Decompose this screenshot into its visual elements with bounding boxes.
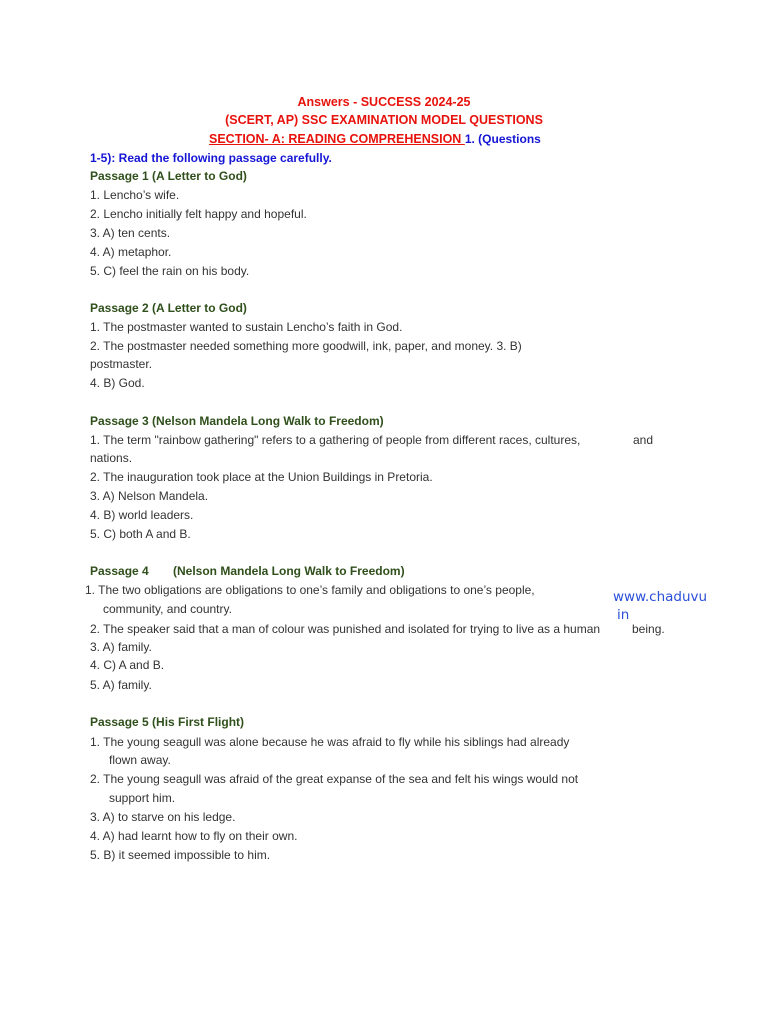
list-item: 2. The young seagull was afraid of the great expanse of the sea and felt his wings would not [90, 772, 579, 786]
list-item: 4. B) world leaders. [90, 508, 194, 522]
list-item: 2. Lencho initially felt happy and hopeful. [90, 207, 307, 221]
list-item: 1. The young seagull was alone because he was afraid to fly while his siblings had already [90, 735, 570, 749]
section-heading-line [209, 131, 541, 147]
list-item: 5. C) feel the rain on his body. [90, 264, 250, 278]
list-item: postmaster. [90, 357, 153, 371]
list-item-continuation: support him. [109, 791, 176, 805]
list-item: 4. C) A and B. [90, 658, 165, 672]
list-item: 2. The postmaster needed something more goodwill, ink, paper, and money. 3. B) [90, 339, 522, 353]
passage2-title: Passage 2 (A Letter to God) [90, 301, 247, 315]
list-item: 1. The term "rainbow gathering" refers to a gathering of people from different races, cultures, [90, 433, 581, 447]
list-item: 2. The inauguration took place at the Union Buildings in Pretoria. [90, 470, 433, 484]
list-item: 5. C) both A and B. [90, 527, 191, 541]
list-item-continuation: flown away. [109, 753, 171, 767]
passage1-title: Passage 1 (A Letter to God) [90, 169, 247, 183]
list-item: 1. The postmaster wanted to sustain Lencho’s faith in God. [90, 320, 403, 334]
watermark-link-suffix[interactable]: in [617, 607, 630, 619]
passage3-title: Passage 3 (Nelson Mandela Long Walk to Freedom) [90, 414, 384, 428]
list-item-continuation: nations. [90, 451, 133, 465]
list-item: 2. The speaker said that a man of colour was punished and isolated for trying to live as a human [90, 622, 601, 636]
instruction: 1-5): Read the following passage carefully. [90, 151, 332, 165]
list-item: 3. A) to starve on his ledge. [90, 810, 236, 824]
list-item: 3. A) Nelson Mandela. [90, 489, 209, 503]
list-item-continuation: and [633, 433, 654, 447]
passage4-subtitle: (Nelson Mandela Long Walk to Freedom) [173, 564, 405, 578]
section-heading: SECTION- A: READING COMPREHENSION [209, 132, 465, 146]
list-item-continuation: community, and country. [103, 602, 232, 616]
list-item: 4. A) metaphor. [90, 245, 172, 259]
list-item: 1. Lencho’s wife. [90, 188, 180, 202]
list-item: 3. A) ten cents. [90, 226, 171, 240]
list-item: 5. B) it seemed impossible to him. [90, 848, 271, 862]
list-item: 3. A) family. [90, 640, 152, 654]
watermark-link[interactable]: www.chaduvu [613, 589, 708, 605]
list-item: 4. A) had learnt how to fly on their own. [90, 829, 298, 843]
list-item-continuation: being. [632, 622, 665, 636]
exam-subtitle: (SCERT, AP) SSC EXAMINATION MODEL QUESTIONS [225, 113, 543, 127]
answers-title: Answers - SUCCESS 2024-25 [297, 95, 471, 109]
passage5-title: Passage 5 (His First Flight) [90, 715, 245, 729]
list-item: 1. The two obligations are obligations to one’s family and obligations to one’s people, [85, 583, 535, 597]
list-item: 5. A) family. [90, 678, 152, 692]
passage4-title: Passage 4 [90, 564, 149, 578]
questions-ref: 1. (Questions [464, 132, 541, 146]
list-item: 4. B) God. [90, 376, 145, 390]
